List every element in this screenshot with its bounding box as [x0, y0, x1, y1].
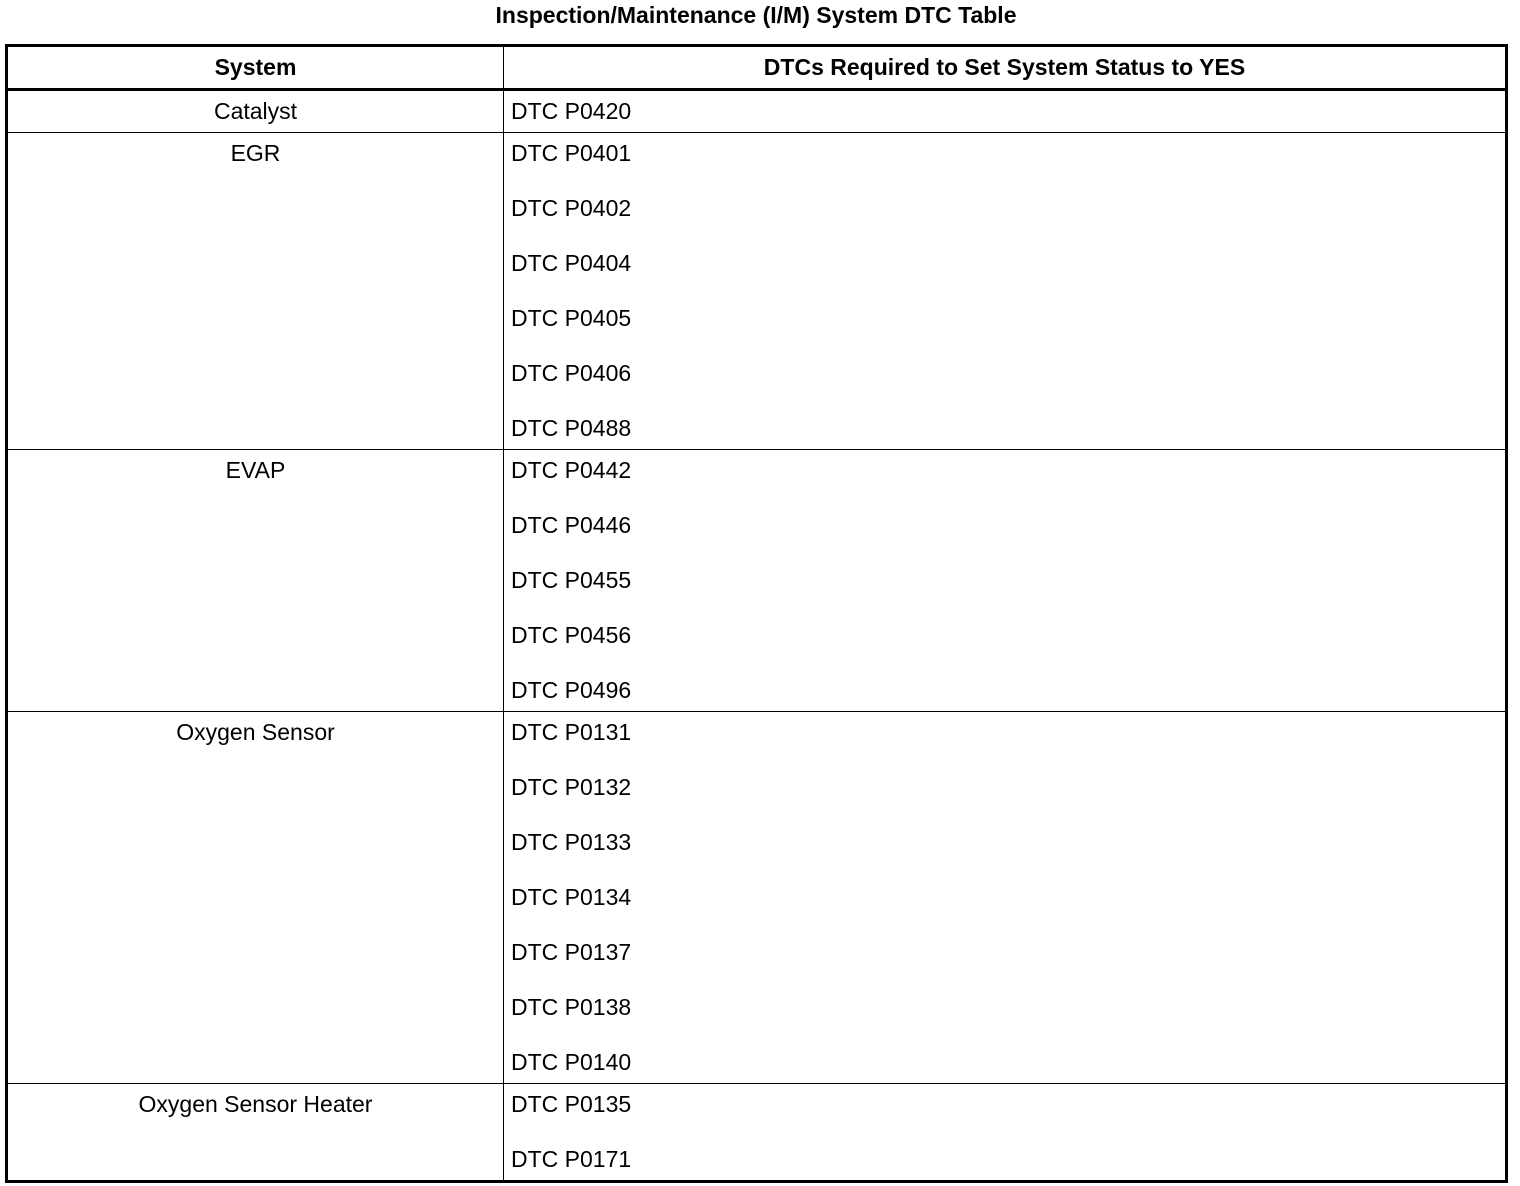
header-dtcs: DTCs Required to Set System Status to YES: [504, 46, 1507, 90]
system-name: EGR: [230, 140, 281, 166]
table-row: [7, 133, 1507, 450]
dtc-code: DTC P0131: [511, 719, 632, 745]
table-row: [7, 712, 1507, 1084]
dtc-list-cell: [504, 133, 1507, 450]
table-body: [7, 90, 1507, 1182]
dtc-code: DTC P0137: [511, 939, 632, 965]
dtc-code: DTC P0132: [511, 774, 632, 800]
system-name: Catalyst: [213, 98, 298, 124]
system-cell: [7, 133, 504, 450]
table-title: Inspection/Maintenance (I/M) System DTC Table: [495, 2, 1017, 28]
dtc-code: DTC P0420: [511, 98, 632, 124]
header-system: System: [7, 46, 504, 90]
table-row: [7, 90, 1507, 133]
dtc-code: DTC P0456: [511, 622, 632, 648]
system-cell: [7, 1084, 504, 1182]
dtc-code: DTC P0135: [511, 1091, 632, 1117]
system-cell: [7, 90, 504, 133]
table-row: [7, 1084, 1507, 1182]
dtc-table: [5, 44, 1508, 1183]
dtc-code: DTC P0406: [511, 360, 632, 386]
dtc-code: DTC P0455: [511, 567, 632, 593]
dtc-code: DTC P0140: [511, 1049, 632, 1075]
dtc-list-cell: [504, 712, 1507, 1084]
system-cell: [7, 450, 504, 712]
table-row: [7, 450, 1507, 712]
dtc-list-cell: [504, 450, 1507, 712]
dtc-code: DTC P0138: [511, 994, 632, 1020]
dtc-code: DTC P0488: [511, 415, 632, 441]
dtc-code: DTC P0442: [511, 457, 632, 483]
system-cell: [7, 712, 504, 1084]
system-name: EVAP: [225, 457, 286, 483]
system-name: Oxygen Sensor Heater: [138, 1091, 373, 1117]
system-name: Oxygen Sensor: [176, 719, 335, 745]
dtc-list-cell: [504, 90, 1507, 133]
dtc-code: DTC P0446: [511, 512, 632, 538]
dtc-code: DTC P0401: [511, 140, 632, 166]
dtc-code: DTC P0405: [511, 305, 632, 331]
dtc-list-cell: [504, 1084, 1507, 1182]
dtc-code: DTC P0133: [511, 829, 632, 855]
dtc-code: DTC P0171: [511, 1146, 632, 1172]
header-row: [7, 46, 1507, 90]
dtc-code: DTC P0404: [511, 250, 632, 276]
dtc-code: DTC P0496: [511, 677, 632, 703]
dtc-code: DTC P0402: [511, 195, 632, 221]
dtc-code: DTC P0134: [511, 884, 632, 910]
